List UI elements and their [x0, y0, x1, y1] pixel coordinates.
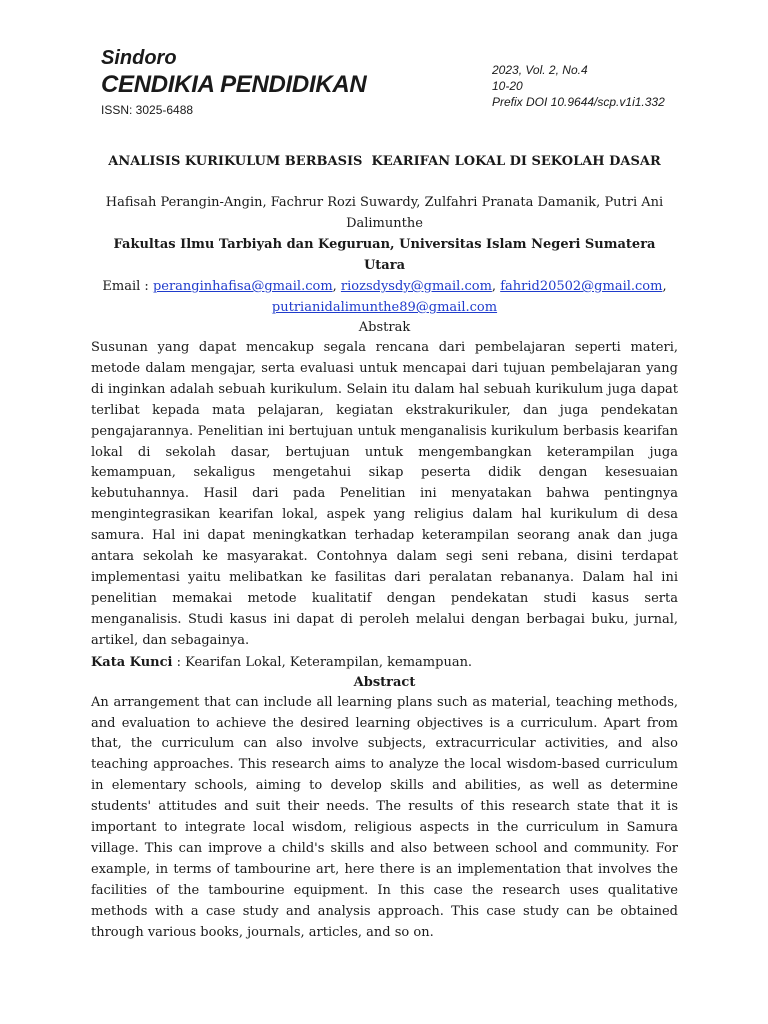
- author-emails: [91, 276, 678, 318]
- email-link-3[interactable]: fahrid20502@gmail.com: [500, 279, 663, 294]
- journal-pages: 10-20: [492, 79, 523, 93]
- email-link-2[interactable]: riozsdysdy@gmail.com: [340, 279, 492, 294]
- journal-meta: [492, 62, 665, 110]
- email-separator: ,: [332, 279, 341, 294]
- email-separator: ,: [662, 279, 667, 294]
- keywords: [91, 652, 678, 673]
- email-separator: ,: [491, 279, 501, 294]
- article-authors: Hafisah Perangin-Angin, Fachrur Rozi Suwardy, Zulfahri Pranata Damanik, Putri Ani Dalimunthe: [105, 195, 664, 231]
- abstrak-heading: Abstrak: [358, 320, 411, 335]
- article-title: ANALISIS KURIKULUM BERBASIS KEARIFAN LOKAL DI SEKOLAH DASAR: [108, 154, 661, 169]
- keywords-label: Kata Kunci: [91, 654, 173, 670]
- journal-header: [101, 46, 366, 117]
- journal-name: Sindoro: [101, 47, 177, 69]
- abstract-heading: Abstract: [353, 674, 416, 690]
- email-label: Email :: [102, 279, 153, 294]
- keywords-text: : Kearifan Lokal, Keterampilan, kemampuan.: [172, 654, 473, 670]
- abstrak-text: Susunan yang dapat mencakup segala rencana dari pembelajaran seperti materi, metode dalam mengajar, serta evaluasi untuk mencapai dari tujuan pembelajaran yang di inginkan adalah sebuah kurikulum. Selain itu dalam hal sebuah kurikulum juga dapat terlibat kepada mata pelajaran, kegiatan ekstrakurikuler, dan juga pendekatan pengajarannya. Penelitian ini bertujuan untuk menganalisis kurikulum berbasis kearifan lokal di sekolah dasar, bertujuan untuk mengembangkan keterampilan juga kemampuan, sekaligus mengetahui sikap peserta didik dengan kesesuaian kebutuhannya. Hasil dari pada Penelitian ini menyatakan bahwa pentingnya mengintegrasikan kearifan lokal, aspek yang religius dalam hal kurikulum di desa samura. Hal ini dapat meningkatkan terhadap keterampilan seorang anak dan juga antara sekolah ke masyarakat. Contohnya dalam segi seni rebana, disini terdapat implementasi yaitu melibatkan ke fasilitas dari peralatan rebananya. Dalam hal ini penelitian memakai metode kualitatif dengan pendekatan studi kasus serta menganalisis. Studi kasus ini dapat di peroleh melalui dengan berbagai buku, jurnal, artikel, dan sebagainya.: [91, 340, 678, 648]
- abstract-text: An arrangement that can include all learning plans such as material, teaching methods, and evaluation to achieve the desired learning objectives is a curriculum. Apart from that, the curriculum can also involve subjects, extracurricular activities, and also teaching approaches. This research aims to analyze the local wisdom-based curriculum in elementary schools, aiming to develop skills and abilities, as well as determine students' attitudes and suit their needs. The results of this research state that it is important to integrate local wisdom, religious aspects in the curriculum in Samura village. This can improve a child's skills and also between school and community. For example, in terms of tambourine art, here there is an implementation that involves the facilities of the tambourine equipment. In this case the research uses qualitative methods with a case study and analysis approach. This case study can be obtained through various books, journals, articles, and so on.: [91, 694, 678, 940]
- journal-title: CENDIKIA PENDIDIKAN: [101, 71, 367, 98]
- journal-issn: ISSN: 3025-6488: [101, 103, 194, 117]
- email-link-4[interactable]: putrianidalimunthe89@gmail.com: [271, 300, 498, 315]
- email-link-1[interactable]: peranginhafisa@gmail.com: [152, 279, 333, 294]
- journal-volume: 2023, Vol. 2, No.4: [492, 63, 588, 77]
- article-affiliation: Fakultas Ilmu Tarbiyah dan Keguruan, Universitas Islam Negeri Sumatera Utara: [113, 237, 656, 273]
- article-content: [91, 153, 678, 943]
- journal-doi: Prefix DOI 10.9644/scp.v1i1.332: [492, 95, 665, 109]
